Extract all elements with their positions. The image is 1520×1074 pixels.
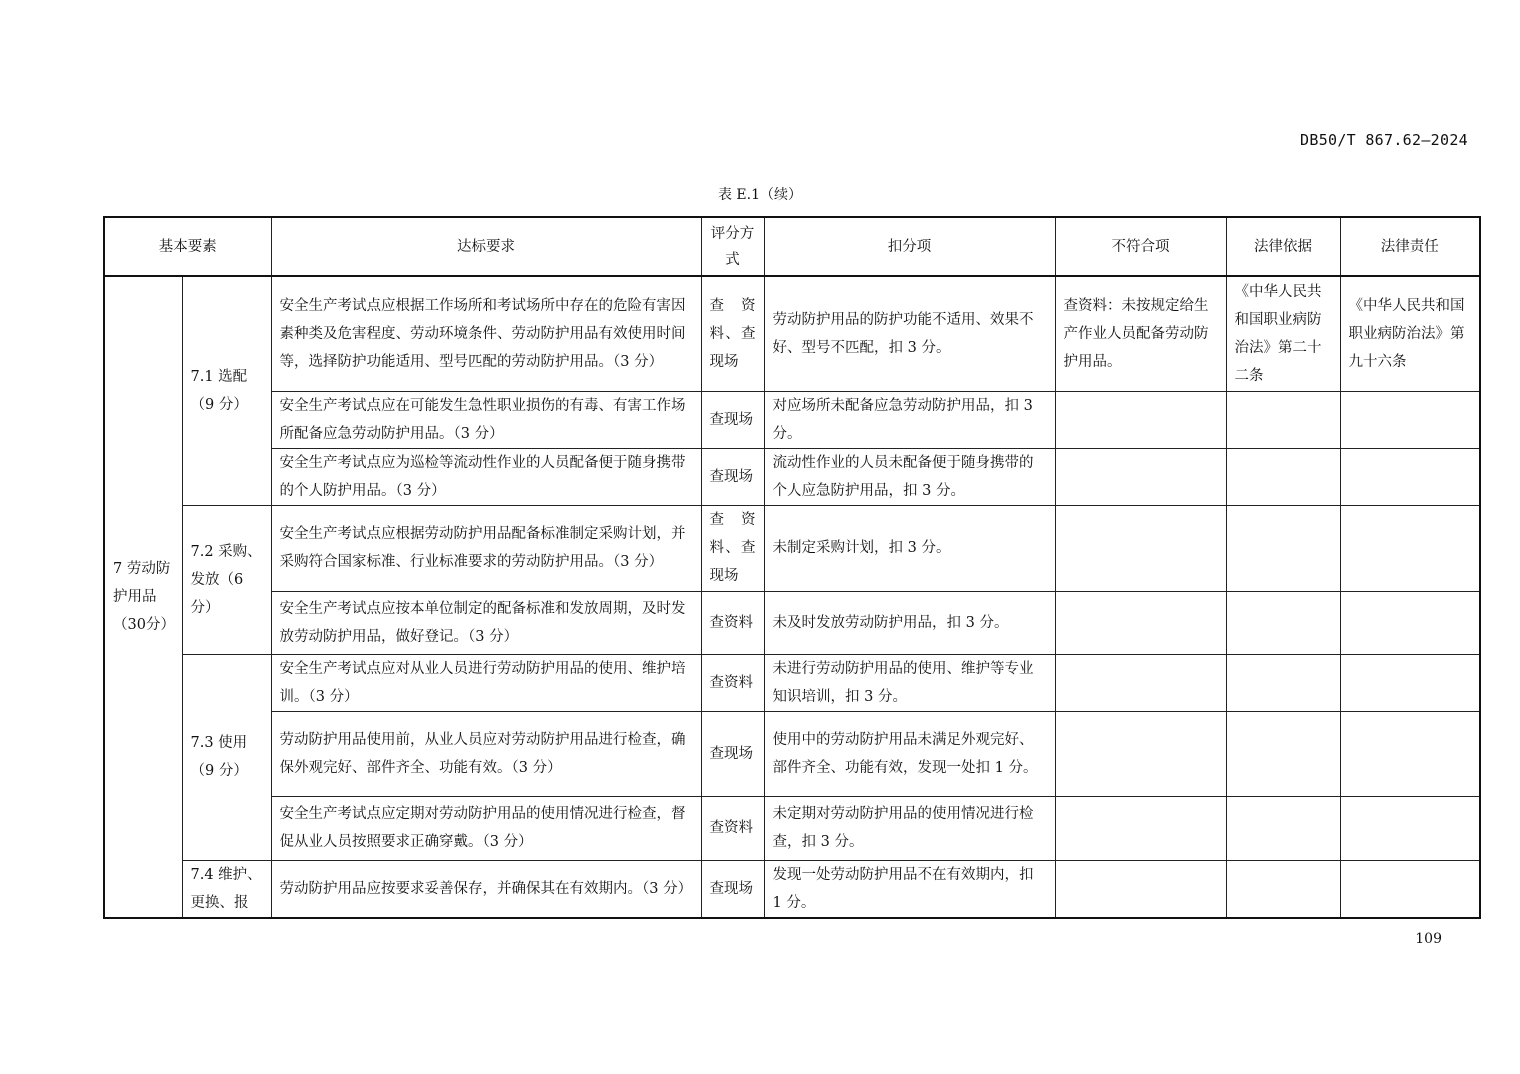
group-label: 7 劳动防护用品（30分） (104, 276, 182, 918)
legal-basis-cell (1226, 591, 1340, 654)
table-row (104, 591, 1480, 654)
requirement-cell: 安全生产考试点应根据劳动防护用品配备标准制定采购计划，并采购符合国家标准、行业标准要求的劳动防护用品。（3 分） (271, 505, 701, 591)
header-method: 评分方式 (701, 217, 764, 276)
legal-basis-cell (1226, 711, 1340, 796)
method-cell: 查资料、查现场 (701, 276, 764, 391)
nonconformity-cell (1055, 654, 1226, 711)
header-requirement: 达标要求 (271, 217, 701, 276)
legal-basis-cell (1226, 448, 1340, 505)
section-label: 7.2 采购、发放（6 分） (182, 505, 271, 654)
requirement-cell: 安全生产考试点应按本单位制定的配备标准和发放周期，及时发放劳动防护用品，做好登记。（3 分） (271, 591, 701, 654)
legal-basis-cell (1226, 796, 1340, 860)
legal-liability-cell (1340, 448, 1480, 505)
nonconformity-cell: 查资料：未按规定给生产作业人员配备劳动防护用品。 (1055, 276, 1226, 391)
nonconformity-cell (1055, 860, 1226, 918)
requirement-cell: 安全生产考试点应为巡检等流动性作业的人员配备便于随身携带的个人防护用品。（3 分） (271, 448, 701, 505)
table-row (104, 391, 1480, 448)
deduction-cell: 未进行劳动防护用品的使用、维护等专业知识培训，扣 3 分。 (764, 654, 1055, 711)
legal-basis-cell: 《中华人民共和国职业病防治法》第二十二条 (1226, 276, 1340, 391)
legal-basis-cell (1226, 391, 1340, 448)
nonconformity-cell (1055, 711, 1226, 796)
section-label: 7.4 维护、更换、报 (182, 860, 271, 918)
requirement-cell: 劳动防护用品应按要求妥善保存，并确保其在有效期内。（3 分） (271, 860, 701, 918)
deduction-cell: 发现一处劳动防护用品不在有效期内，扣 1 分。 (764, 860, 1055, 918)
deduction-cell: 未制定采购计划，扣 3 分。 (764, 505, 1055, 591)
legal-basis-cell (1226, 860, 1340, 918)
method-cell: 查现场 (701, 711, 764, 796)
header-legal-basis: 法律依据 (1226, 217, 1340, 276)
nonconformity-cell (1055, 591, 1226, 654)
method-cell: 查现场 (701, 391, 764, 448)
legal-liability-cell (1340, 711, 1480, 796)
header-basic-element: 基本要素 (104, 217, 271, 276)
table-row (104, 796, 1480, 860)
nonconformity-cell (1055, 505, 1226, 591)
deduction-cell: 未定期对劳动防护用品的使用情况进行检查，扣 3 分。 (764, 796, 1055, 860)
section-label: 7.3 使用（9 分） (182, 654, 271, 860)
legal-liability-cell (1340, 591, 1480, 654)
legal-liability-cell (1340, 796, 1480, 860)
legal-liability-cell (1340, 654, 1480, 711)
header-legal-liability: 法律责任 (1340, 217, 1480, 276)
table-row (104, 654, 1480, 711)
method-cell: 查现场 (701, 448, 764, 505)
legal-liability-cell (1340, 391, 1480, 448)
requirements-table (103, 216, 1481, 919)
header-deduction: 扣分项 (764, 217, 1055, 276)
section-label: 7.1 选配（9 分） (182, 276, 271, 505)
deduction-cell: 劳动防护用品的防护功能不适用、效果不好、型号不匹配，扣 3 分。 (764, 276, 1055, 391)
requirement-cell: 安全生产考试点应定期对劳动防护用品的使用情况进行检查，督促从业人员按照要求正确穿戴。（3 分） (271, 796, 701, 860)
table-row (104, 276, 1480, 391)
method-cell: 查现场 (701, 860, 764, 918)
deduction-cell: 未及时发放劳动防护用品，扣 3 分。 (764, 591, 1055, 654)
table-header-row (104, 217, 1480, 276)
requirement-cell: 安全生产考试点应在可能发生急性职业损伤的有毒、有害工作场所配备应急劳动防护用品。（3 分） (271, 391, 701, 448)
table-row (104, 448, 1480, 505)
nonconformity-cell (1055, 796, 1226, 860)
requirement-cell: 安全生产考试点应对从业人员进行劳动防护用品的使用、维护培训。（3 分） (271, 654, 701, 711)
method-cell: 查资料、查现场 (701, 505, 764, 591)
nonconformity-cell (1055, 391, 1226, 448)
header-nonconformity: 不符合项 (1055, 217, 1226, 276)
table-caption: 表 E.1（续） (717, 187, 803, 203)
legal-basis-cell (1226, 505, 1340, 591)
nonconformity-cell (1055, 448, 1226, 505)
table-row (104, 860, 1480, 918)
legal-liability-cell: 《中华人民共和国职业病防治法》第九十六条 (1340, 276, 1480, 391)
method-cell: 查资料 (701, 591, 764, 654)
deduction-cell: 对应场所未配备应急劳动防护用品，扣 3 分。 (764, 391, 1055, 448)
table-row (104, 711, 1480, 796)
requirement-cell: 劳动防护用品使用前，从业人员应对劳动防护用品进行检查，确保外观完好、部件齐全、功能有效。（3 分） (271, 711, 701, 796)
deduction-cell: 流动性作业的人员未配备便于随身携带的个人应急防护用品，扣 3 分。 (764, 448, 1055, 505)
method-cell: 查资料 (701, 654, 764, 711)
legal-basis-cell (1226, 654, 1340, 711)
document-code: DB50/T 867.62—2024 (1300, 131, 1468, 149)
page-number: 109 (1415, 931, 1442, 947)
deduction-cell: 使用中的劳动防护用品未满足外观完好、部件齐全、功能有效，发现一处扣 1 分。 (764, 711, 1055, 796)
method-cell: 查资料 (701, 796, 764, 860)
legal-liability-cell (1340, 505, 1480, 591)
requirement-cell: 安全生产考试点应根据工作场所和考试场所中存在的危险有害因素种类及危害程度、劳动环境条件、劳动防护用品有效使用时间等，选择防护功能适用、型号匹配的劳动防护用品。（3 分） (271, 276, 701, 391)
legal-liability-cell (1340, 860, 1480, 918)
table-row (104, 505, 1480, 591)
